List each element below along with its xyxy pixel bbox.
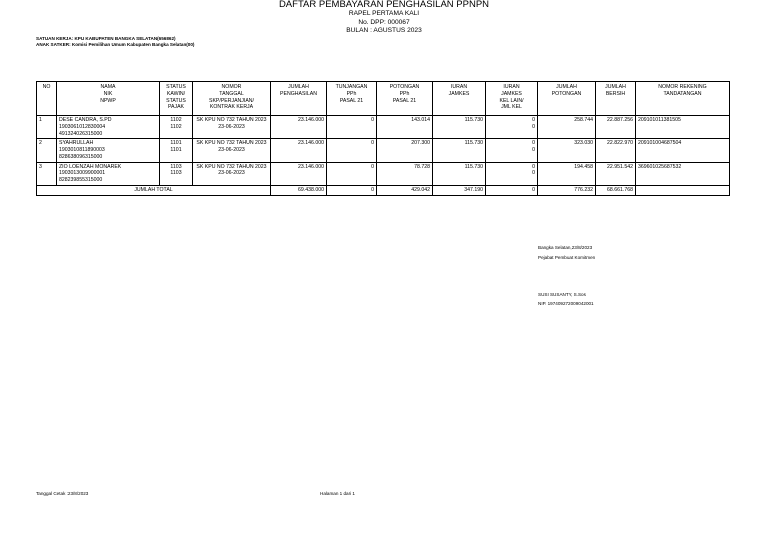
cell-potongan-pph: 143.014: [377, 116, 433, 139]
anak-satker: ANAK SATKER: Komisi Pemilihan Umum Kabupaten Bangka Selatan(00): [36, 42, 195, 47]
cell-potongan-pph: 78.728: [377, 162, 433, 185]
cell-potongan-pph: 207.300: [377, 139, 433, 162]
cell-no: 1: [37, 116, 57, 139]
cell-jumlah-penghasilan: 23.146.000: [271, 116, 327, 139]
dpp-number: No. DPP: 000067: [358, 18, 410, 26]
cell-rekening: 369601025687532: [636, 162, 730, 185]
cell-jumlah-potongan: 258.744: [538, 116, 596, 139]
col-header-jumlah-penghasilan: JUMLAH PENGHASILAN: [271, 82, 327, 116]
col-header-potongan-pph: POTONGAN PPh PASAL 21: [377, 82, 433, 116]
cell-iuran-jamkes-lain: 0 0: [486, 116, 538, 139]
total-jumlah-penghasilan: 69.438.000: [271, 185, 327, 195]
print-date: Tanggal Cetak :23/8/2023: [36, 491, 89, 496]
cell-tunjangan: 0: [327, 139, 377, 162]
cell-rekening: 209101011381505: [636, 116, 730, 139]
cell-nomor: SK KPU NO 732 TAHUN 2023 23-06-2023: [193, 162, 271, 185]
table-row: [37, 139, 730, 162]
total-potongan-pph: 429.042: [377, 185, 433, 195]
period-label: BULAN : AGUSTUS 2023: [346, 27, 422, 34]
col-header-status: STATUS KAWIN/ STATUS PAJAK: [160, 82, 193, 116]
cell-jumlah-bersih: 22.822.970: [596, 139, 636, 162]
cell-nomor: SK KPU NO 732 TAHUN 2023 23-06-2023: [193, 116, 271, 139]
cell-nomor: SK KPU NO 732 TAHUN 2023 23-06-2023: [193, 139, 271, 162]
cell-jumlah-penghasilan: 23.146.000: [271, 162, 327, 185]
payment-table: [36, 81, 730, 196]
table-row: [37, 116, 730, 139]
total-jumlah-potongan: 776.232: [538, 185, 596, 195]
signature-role: Pejabat Pembuat Komitmen: [538, 255, 596, 260]
total-iuran-jamkes: 347.190: [433, 185, 486, 195]
total-tunjangan: 0: [327, 185, 377, 195]
col-header-rekening: NOMOR REKENING TANDATANGAN: [636, 82, 730, 116]
table-row: [37, 162, 730, 185]
cell-no: 2: [37, 139, 57, 162]
cell-iuran-jamkes: 115.730: [433, 162, 486, 185]
signature-place-date: Bangka Selatan,23/8/2023: [538, 245, 593, 250]
cell-status: 1102 1102: [160, 116, 193, 139]
cell-iuran-jamkes-lain: 0 0: [486, 139, 538, 162]
cell-iuran-jamkes: 115.730: [433, 139, 486, 162]
cell-nama: DESE CANDRA, S.PD 1903061012830004 491324026315000: [57, 116, 160, 139]
table-header-row: [37, 82, 730, 116]
cell-no: 3: [37, 162, 57, 185]
col-header-jumlah-potongan: JUMLAH POTONGAN: [538, 82, 596, 116]
cell-jumlah-potongan: 194.458: [538, 162, 596, 185]
cell-tunjangan: 0: [327, 116, 377, 139]
col-header-jumlah-bersih: JUMLAH BERSIH: [596, 82, 636, 116]
col-header-nama: NAMA NIK NPWP: [57, 82, 160, 116]
document-title: DAFTAR PEMBAYARAN PENGHASILAN PPNPN: [278, 0, 490, 10]
col-header-no: NO: [37, 82, 57, 116]
total-rekening-empty: [636, 185, 730, 195]
cell-iuran-jamkes-lain: 0 0: [486, 162, 538, 185]
col-header-iuran-jamkes-lain: IURAN JAMKES KEL LAIN/ JML KEL: [486, 82, 538, 116]
cell-jumlah-bersih: 22.887.256: [596, 116, 636, 139]
document-subtitle: RAPEL PERTAMA KALI: [348, 10, 420, 17]
cell-status: 1101 1101: [160, 139, 193, 162]
cell-rekening: 209101004687504: [636, 139, 730, 162]
cell-status: 1103 1103: [160, 162, 193, 185]
cell-jumlah-penghasilan: 23.146.000: [271, 139, 327, 162]
cell-jumlah-potongan: 323.030: [538, 139, 596, 162]
total-label: JUMLAH TOTAL: [37, 185, 271, 195]
total-jumlah-bersih: 68.661.768: [596, 185, 636, 195]
cell-nama: SYAHRULLAH 1903010811890003 828638096315000: [57, 139, 160, 162]
cell-jumlah-bersih: 22.951.542: [596, 162, 636, 185]
page-number: Halaman 1 dari 1: [320, 491, 355, 496]
satuan-kerja: SATUAN KERJA: KPU KABUPATEN BANGKA SELATAN(656862): [36, 36, 176, 41]
cell-iuran-jamkes: 115.730: [433, 116, 486, 139]
col-header-tunjangan: TUNJANGAN PPh PASAL 21: [327, 82, 377, 116]
signature-name: SUSI SUSANTY, S.Sos: [538, 292, 586, 297]
cell-tunjangan: 0: [327, 162, 377, 185]
total-row: [37, 185, 730, 195]
signature-nip: NIP. 197409272009042001: [538, 301, 594, 306]
total-iuran-jamkes-lain: 0: [486, 185, 538, 195]
col-header-iuran-jamkes: IURAN JAMKES: [433, 82, 486, 116]
cell-nama: ZIO LOENZAH MONAREK 1903013009900001 828239855315000: [57, 162, 160, 185]
col-header-nomor: NOMOR TANGGAL SKP/PERJANJIAN/ KONTRAK KERJA: [193, 82, 271, 116]
